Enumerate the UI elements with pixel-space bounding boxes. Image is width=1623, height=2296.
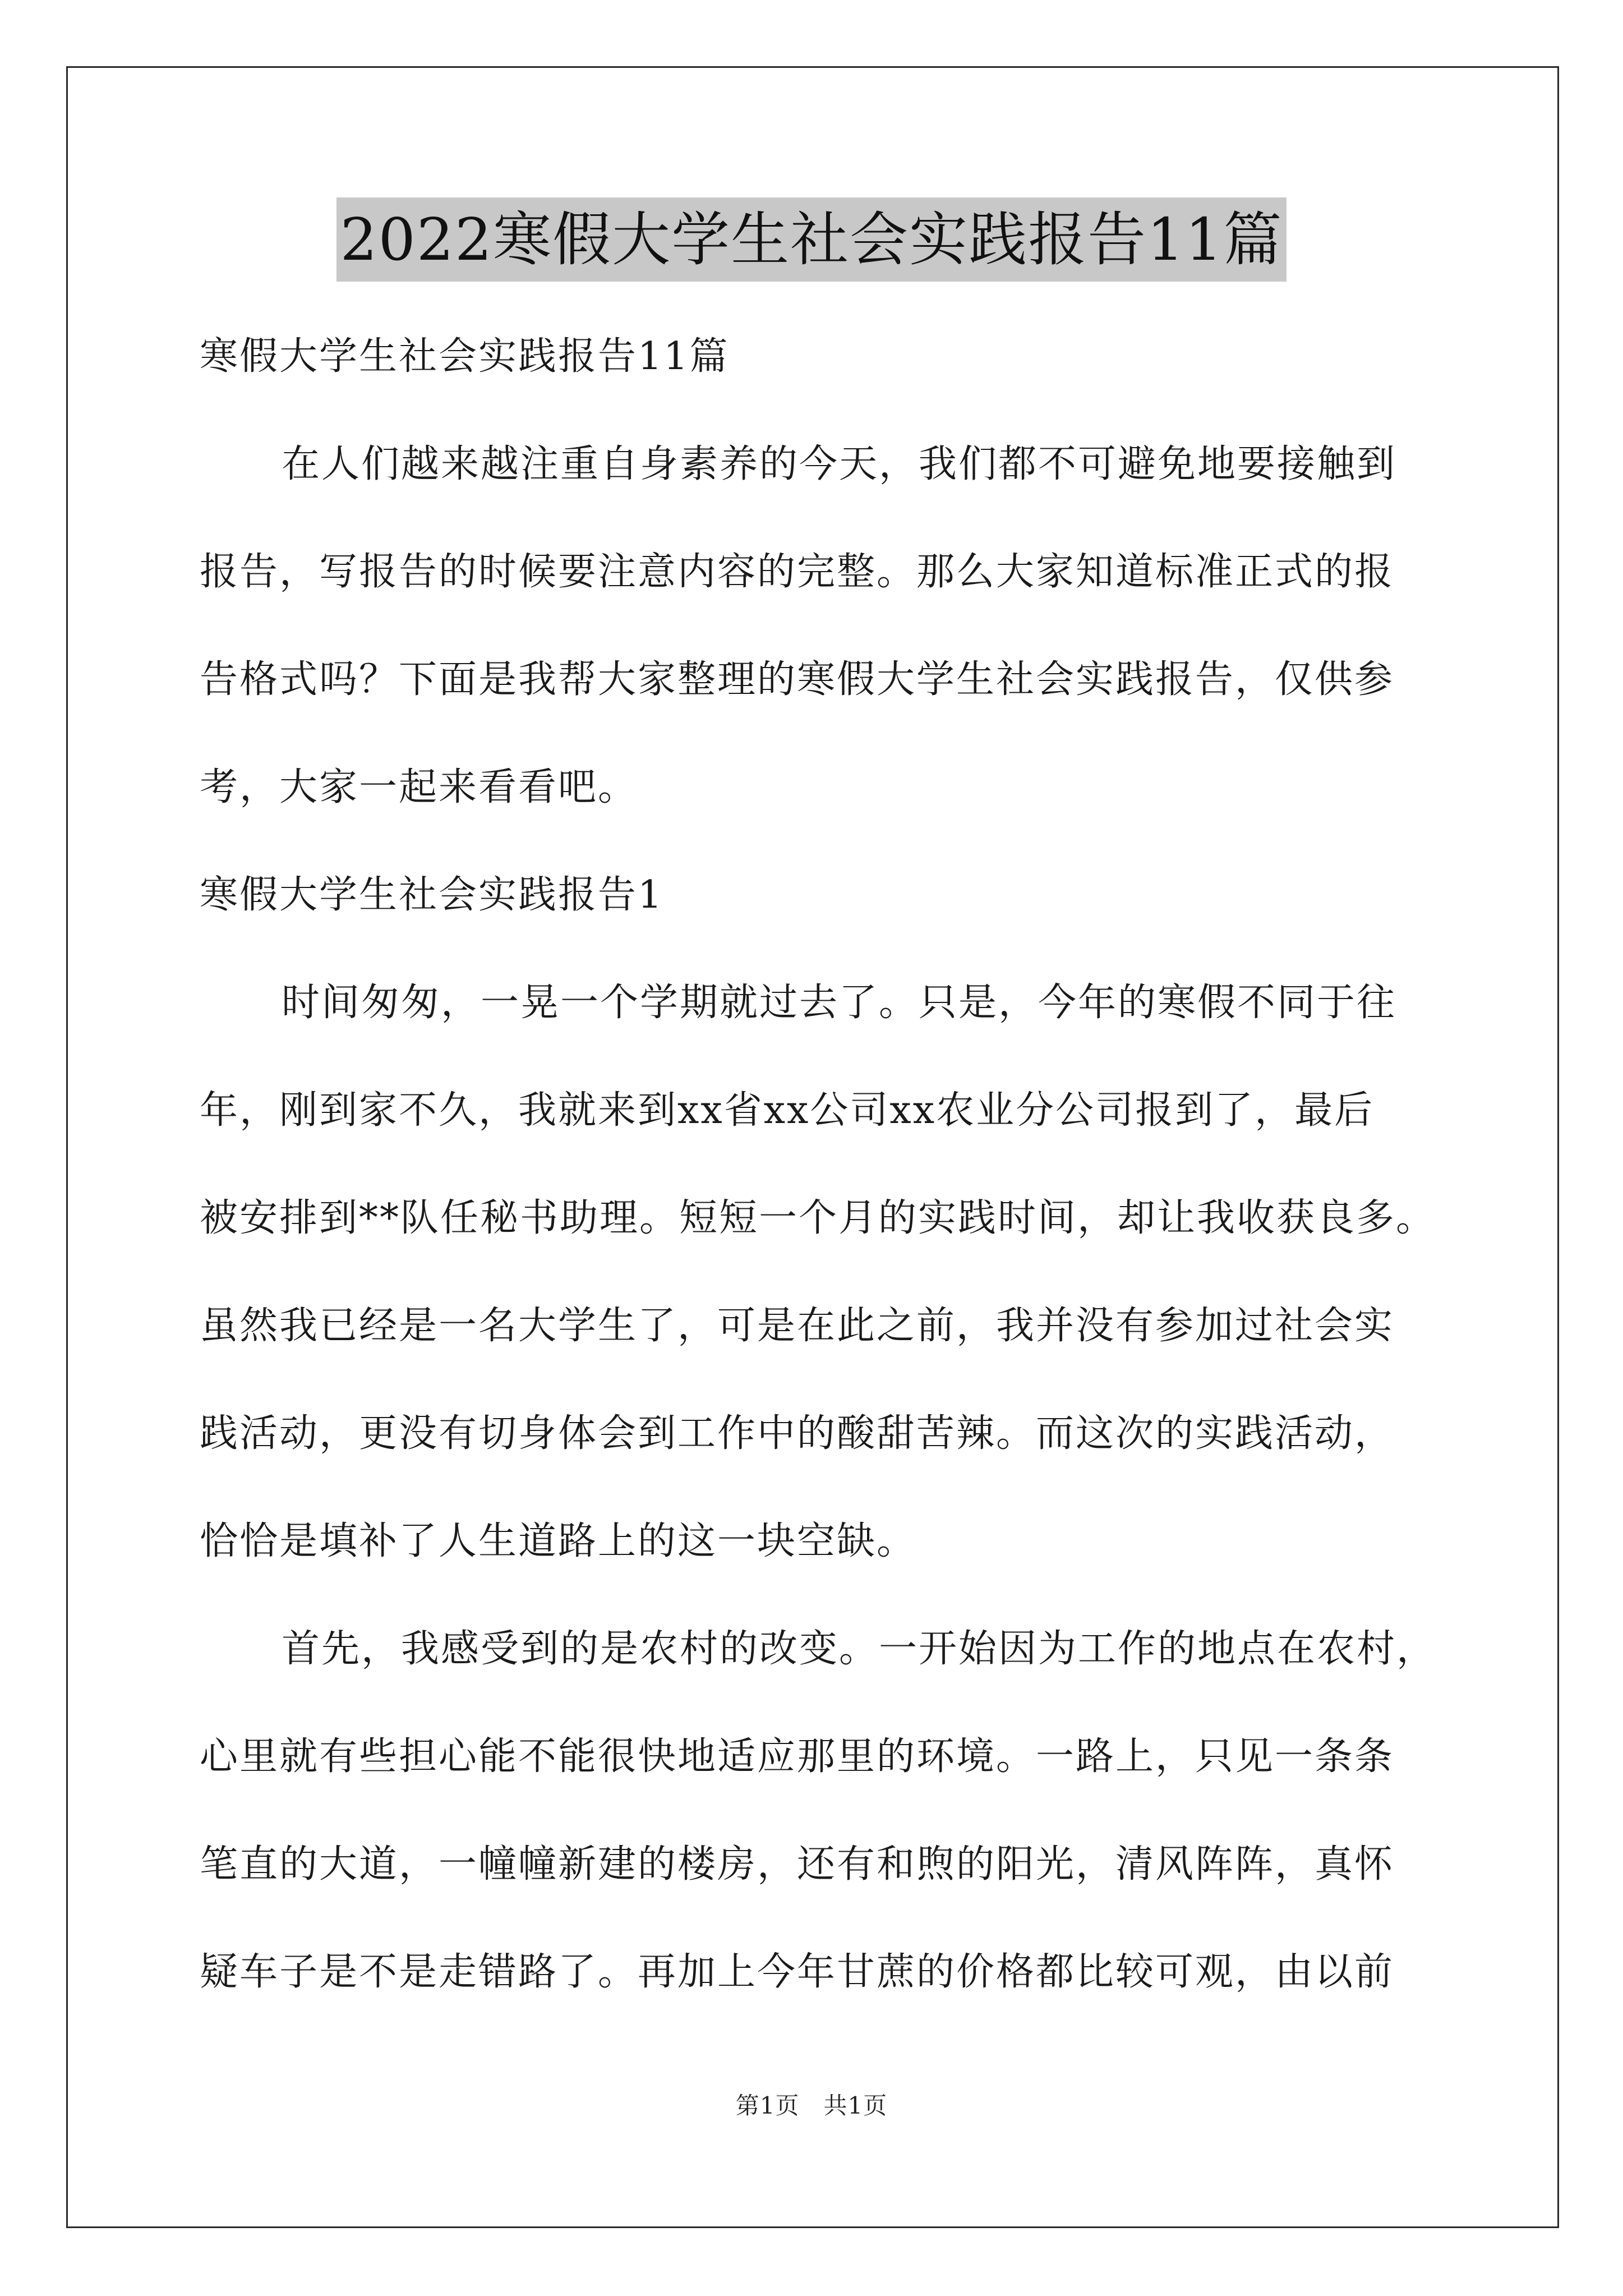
title-container: [0, 197, 1623, 282]
paragraph-line: 考，大家一起来看看吧。: [200, 765, 638, 809]
paragraph-line: 在人们越来越注重自身素养的今天，我们都不可避免地要接触到: [282, 442, 1397, 486]
paragraph-line: 年，刚到家不久，我就来到xx省xx公司xx农业分公司报到了，最后: [200, 1088, 1375, 1133]
section-heading: 寒假大学生社会实践报告1: [200, 873, 664, 917]
paragraph-line: 告格式吗？下面是我帮大家整理的寒假大学生社会实践报告，仅供参: [200, 657, 1395, 702]
paragraph-line: 报告，写报告的时候要注意内容的完整。那么大家知道标准正式的报: [200, 550, 1395, 594]
paragraph-line: 疑车子是不是走错路了。再加上今年甘蔗的价格都比较可观，由以前: [200, 1950, 1395, 1994]
document-body: [200, 303, 1461, 2026]
paragraph-line: 笔直的大道，一幢幢新建的楼房，还有和煦的阳光，清风阵阵，真怀: [200, 1842, 1395, 1887]
paragraph-line: 践活动，更没有切身体会到工作中的酸甜苦辣。而这次的实践活动，: [200, 1411, 1395, 1456]
subtitle-line: 寒假大学生社会实践报告11篇: [200, 334, 730, 379]
document-title: 2022寒假大学生社会实践报告11篇: [336, 197, 1286, 282]
page-footer: 第1页 共1页: [735, 2092, 888, 2119]
paragraph-line: 被安排到**队任秘书助理。短短一个月的实践时间，却让我收获良多。: [200, 1196, 1436, 1240]
paragraph-line: 时间匆匆，一晃一个学期就过去了。只是，今年的寒假不同于往: [282, 981, 1397, 1025]
paragraph-line: 虽然我已经是一名大学生了，可是在此之前，我并没有参加过社会实: [200, 1304, 1395, 1348]
paragraph-line: 心里就有些担心能不能很快地适应那里的环境。一路上，只见一条条: [200, 1734, 1395, 1779]
paragraph-line: 首先，我感受到的是农村的改变。一开始因为工作的地点在农村，: [282, 1627, 1437, 1671]
paragraph-line: 恰恰是填补了人生道路上的这一块空缺。: [200, 1519, 917, 1563]
